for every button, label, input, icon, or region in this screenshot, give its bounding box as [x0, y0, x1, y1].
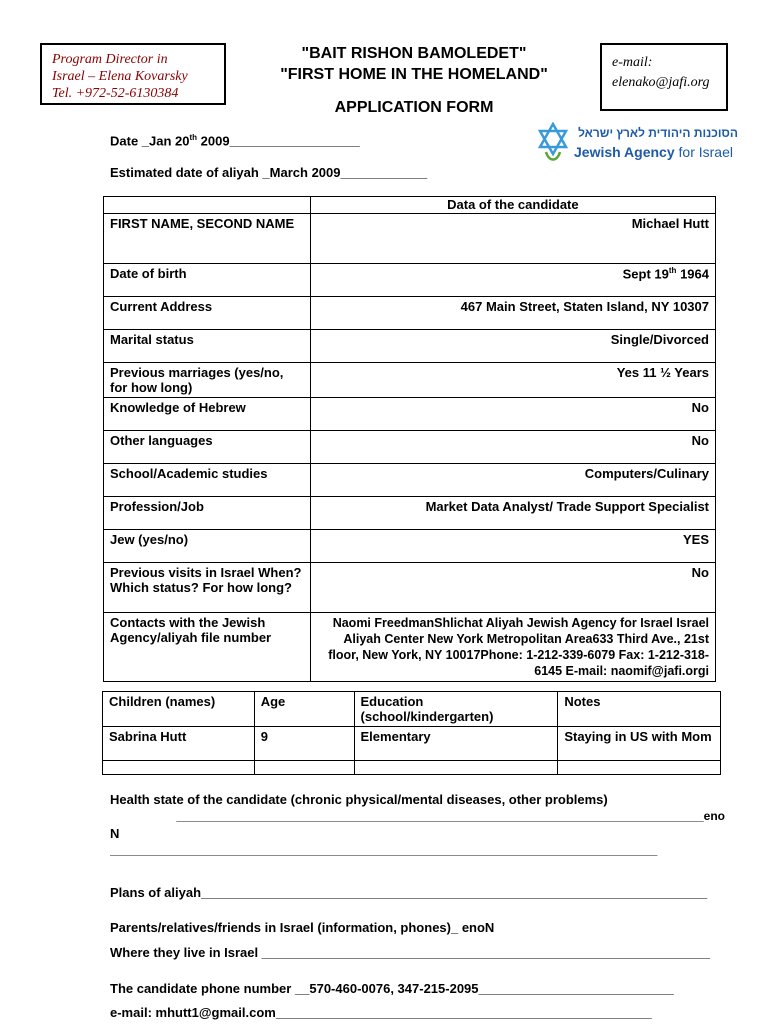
child-education	[354, 761, 558, 775]
table-header-row	[103, 692, 721, 727]
row-value: Naomi FreedmanShlichat Aliyah Jewish Agency for Israel Israel Aliyah Center New York Metropolitan Area633 Third Ave., 21st floor, New York, NY 10017Phone: 1-212-339-6079 Fax: 1-212-318-6145 E-mail: naomif@jafi.orgi	[310, 613, 715, 682]
row-label: Knowledge of Hebrew	[104, 398, 311, 431]
col-header-age: Age	[254, 692, 354, 727]
star-of-david-icon	[536, 122, 570, 162]
date-sup: th	[189, 133, 198, 142]
row-value	[310, 264, 715, 297]
dob-suffix: 1964	[676, 266, 709, 282]
row-value: Computers/Culinary	[310, 464, 715, 497]
table-row	[104, 563, 716, 613]
col-header-children: Children (names)	[103, 692, 255, 727]
child-age: 9	[254, 727, 354, 761]
candidate-data-header: Data of the candidate	[310, 197, 715, 214]
child-education: Elementary	[354, 727, 558, 761]
health-label: Health state of the candidate (chronic physical/mental diseases, other problems)	[110, 792, 608, 807]
logo-english-rest: for Israel	[674, 144, 733, 160]
row-label: Current Address	[104, 297, 311, 330]
table-row	[104, 497, 716, 530]
email-box-address: elenako@jafi.org	[612, 75, 710, 90]
table-row	[104, 363, 716, 398]
table-row	[104, 530, 716, 563]
form-title: APPLICATION FORM	[334, 99, 494, 116]
table-row	[104, 431, 716, 464]
jewish-agency-logo	[534, 122, 740, 166]
table-row	[104, 613, 716, 682]
child-name	[103, 761, 255, 775]
child-age	[254, 761, 354, 775]
dob-value: Sept 19	[622, 266, 669, 282]
plans-of-aliyah: Plans of aliyah______________________________________________________________________	[110, 885, 708, 900]
row-value: YES	[310, 530, 715, 563]
children-table	[102, 691, 721, 775]
title-hebrew-name: "BAIT RISHON BAMOLEDET"	[301, 45, 527, 62]
director-line-2: Israel – Elena Kovarsky	[52, 69, 188, 84]
director-line-3: Tel. +972-52-6130384	[52, 86, 179, 101]
row-value: 467 Main Street, Staten Island, NY 10307	[310, 297, 715, 330]
table-row	[104, 330, 716, 363]
row-value: No	[310, 563, 715, 613]
row-label: Jew (yes/no)	[104, 530, 311, 563]
date-line	[110, 133, 360, 148]
health-answer-line-2: __________________________________________________________________________________	[110, 843, 658, 857]
child-notes: Staying in US with Mom	[558, 727, 721, 761]
table-header-row	[104, 197, 716, 214]
col-header-notes: Notes	[558, 692, 721, 727]
candidate-phone: The candidate phone number __570-460-0076, 347-215-2095___________________________	[110, 981, 674, 996]
title-english-name: "FIRST HOME IN THE HOMELAND"	[280, 66, 548, 83]
table-row	[103, 761, 721, 775]
row-label: Date of birth	[104, 264, 311, 297]
date-prefix: Date _Jan 20	[110, 133, 190, 149]
table-row	[103, 727, 721, 761]
table-row	[104, 264, 716, 297]
email-box	[600, 43, 728, 111]
child-name: Sabrina Hutt	[103, 727, 255, 761]
director-line-1: Program Director in	[52, 52, 168, 67]
row-label: Marital status	[104, 330, 311, 363]
table-row	[104, 297, 716, 330]
table-row	[104, 398, 716, 431]
row-label: Other languages	[104, 431, 311, 464]
row-label: Previous visits in Israel When? Which status? For how long?	[104, 563, 311, 613]
row-label: FIRST NAME, SECOND NAME	[104, 214, 311, 264]
row-value: Single/Divorced	[310, 330, 715, 363]
date-suffix: 2009__________________	[197, 133, 360, 149]
row-label: Previous marriages (yes/no, for how long)	[104, 363, 311, 398]
row-value: No	[310, 398, 715, 431]
row-label: Profession/Job	[104, 497, 311, 530]
health-answer-continued: N	[110, 826, 120, 841]
logo-hebrew-text: הסוכנות היהודית לארץ ישראל	[578, 126, 738, 140]
row-value: Michael Hutt	[310, 214, 715, 264]
row-label: Contacts with the Jewish Agency/aliyah file number	[104, 613, 311, 682]
row-value: Yes 11 ½ Years	[310, 363, 715, 398]
child-notes	[558, 761, 721, 775]
candidate-email: e-mail: mhutt1@gmail.com____________________________________________________	[110, 1005, 652, 1020]
table-row	[104, 464, 716, 497]
row-value: Market Data Analyst/ Trade Support Specialist	[310, 497, 715, 530]
aliyah-date-line: Estimated date of aliyah _March 2009____________	[110, 165, 428, 180]
health-answer-line: _______________________________________________________________________________eno	[176, 809, 725, 823]
where-they-live: Where they live in Israel ______________________________________________________________	[110, 945, 710, 960]
program-director-box	[40, 43, 226, 105]
row-value: No	[310, 431, 715, 464]
candidate-data-table	[103, 196, 716, 682]
logo-english-bold: Jewish Agency	[574, 144, 675, 160]
row-label: School/Academic studies	[104, 464, 311, 497]
email-box-label: e-mail:	[612, 55, 653, 70]
dob-sup: th	[668, 266, 677, 275]
logo-english-text	[574, 144, 733, 162]
col-header-education: Education (school/kindergarten)	[354, 692, 558, 727]
relatives-in-israel: Parents/relatives/friends in Israel (information, phones)_ enoN	[110, 920, 495, 935]
table-row	[104, 214, 716, 264]
